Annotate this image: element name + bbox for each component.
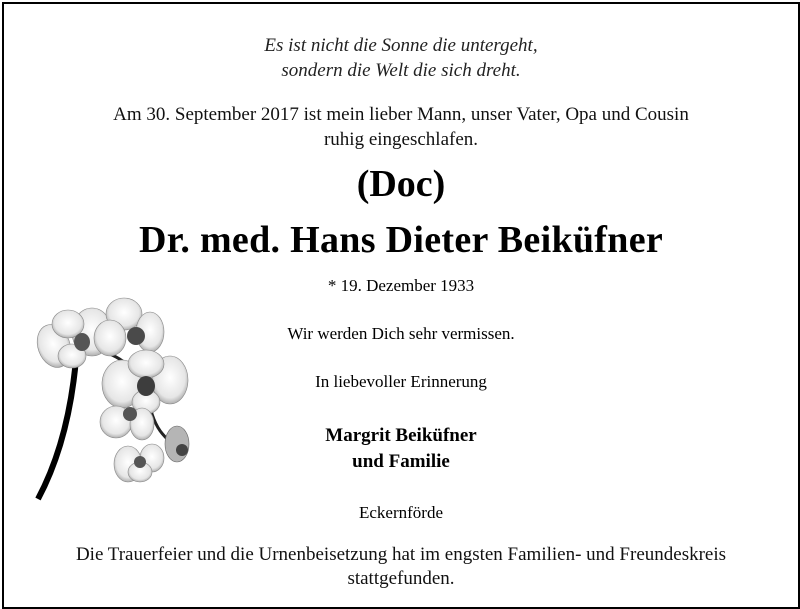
quote-line-2: sondern die Welt die sich dreht. bbox=[281, 60, 521, 81]
farewell-message: Wir werden Dich sehr vermissen. bbox=[287, 324, 515, 343]
intro-line-2: ruhig eingeschlafen. bbox=[323, 129, 479, 150]
orchid-bud bbox=[165, 426, 189, 462]
orchid-flower bbox=[102, 350, 188, 414]
intro-line-1: Am 30. September 2017 ist mein lieber Mann, unser Vater, Opa und Cousin bbox=[113, 104, 689, 125]
obituary-notice bbox=[2, 2, 800, 609]
orchid-flower bbox=[100, 406, 154, 440]
remembrance-line: In liebevoller Erinnerung bbox=[315, 372, 487, 391]
place: Eckernförde bbox=[358, 503, 443, 522]
birth-date: * 19. Dezember 1933 bbox=[327, 276, 475, 295]
funeral-note-line-2: stattgefunden. bbox=[347, 568, 455, 589]
mourner-family: und Familie bbox=[352, 451, 450, 472]
orchid-icon bbox=[32, 294, 202, 504]
deceased-name: Dr. med. Hans Dieter Beiküfner bbox=[138, 219, 664, 261]
nickname: (Doc) bbox=[356, 163, 446, 205]
quote-line-1: Es ist nicht die Sonne die untergeht, bbox=[264, 35, 538, 56]
funeral-note-line-1: Die Trauerfeier und die Urnenbeisetzung hat im engsten Familien- und Freundeskreis bbox=[75, 544, 727, 565]
orchid-flower bbox=[94, 298, 164, 356]
orchid-flower bbox=[114, 444, 164, 482]
mourner-name: Margrit Beiküfner bbox=[325, 425, 477, 446]
